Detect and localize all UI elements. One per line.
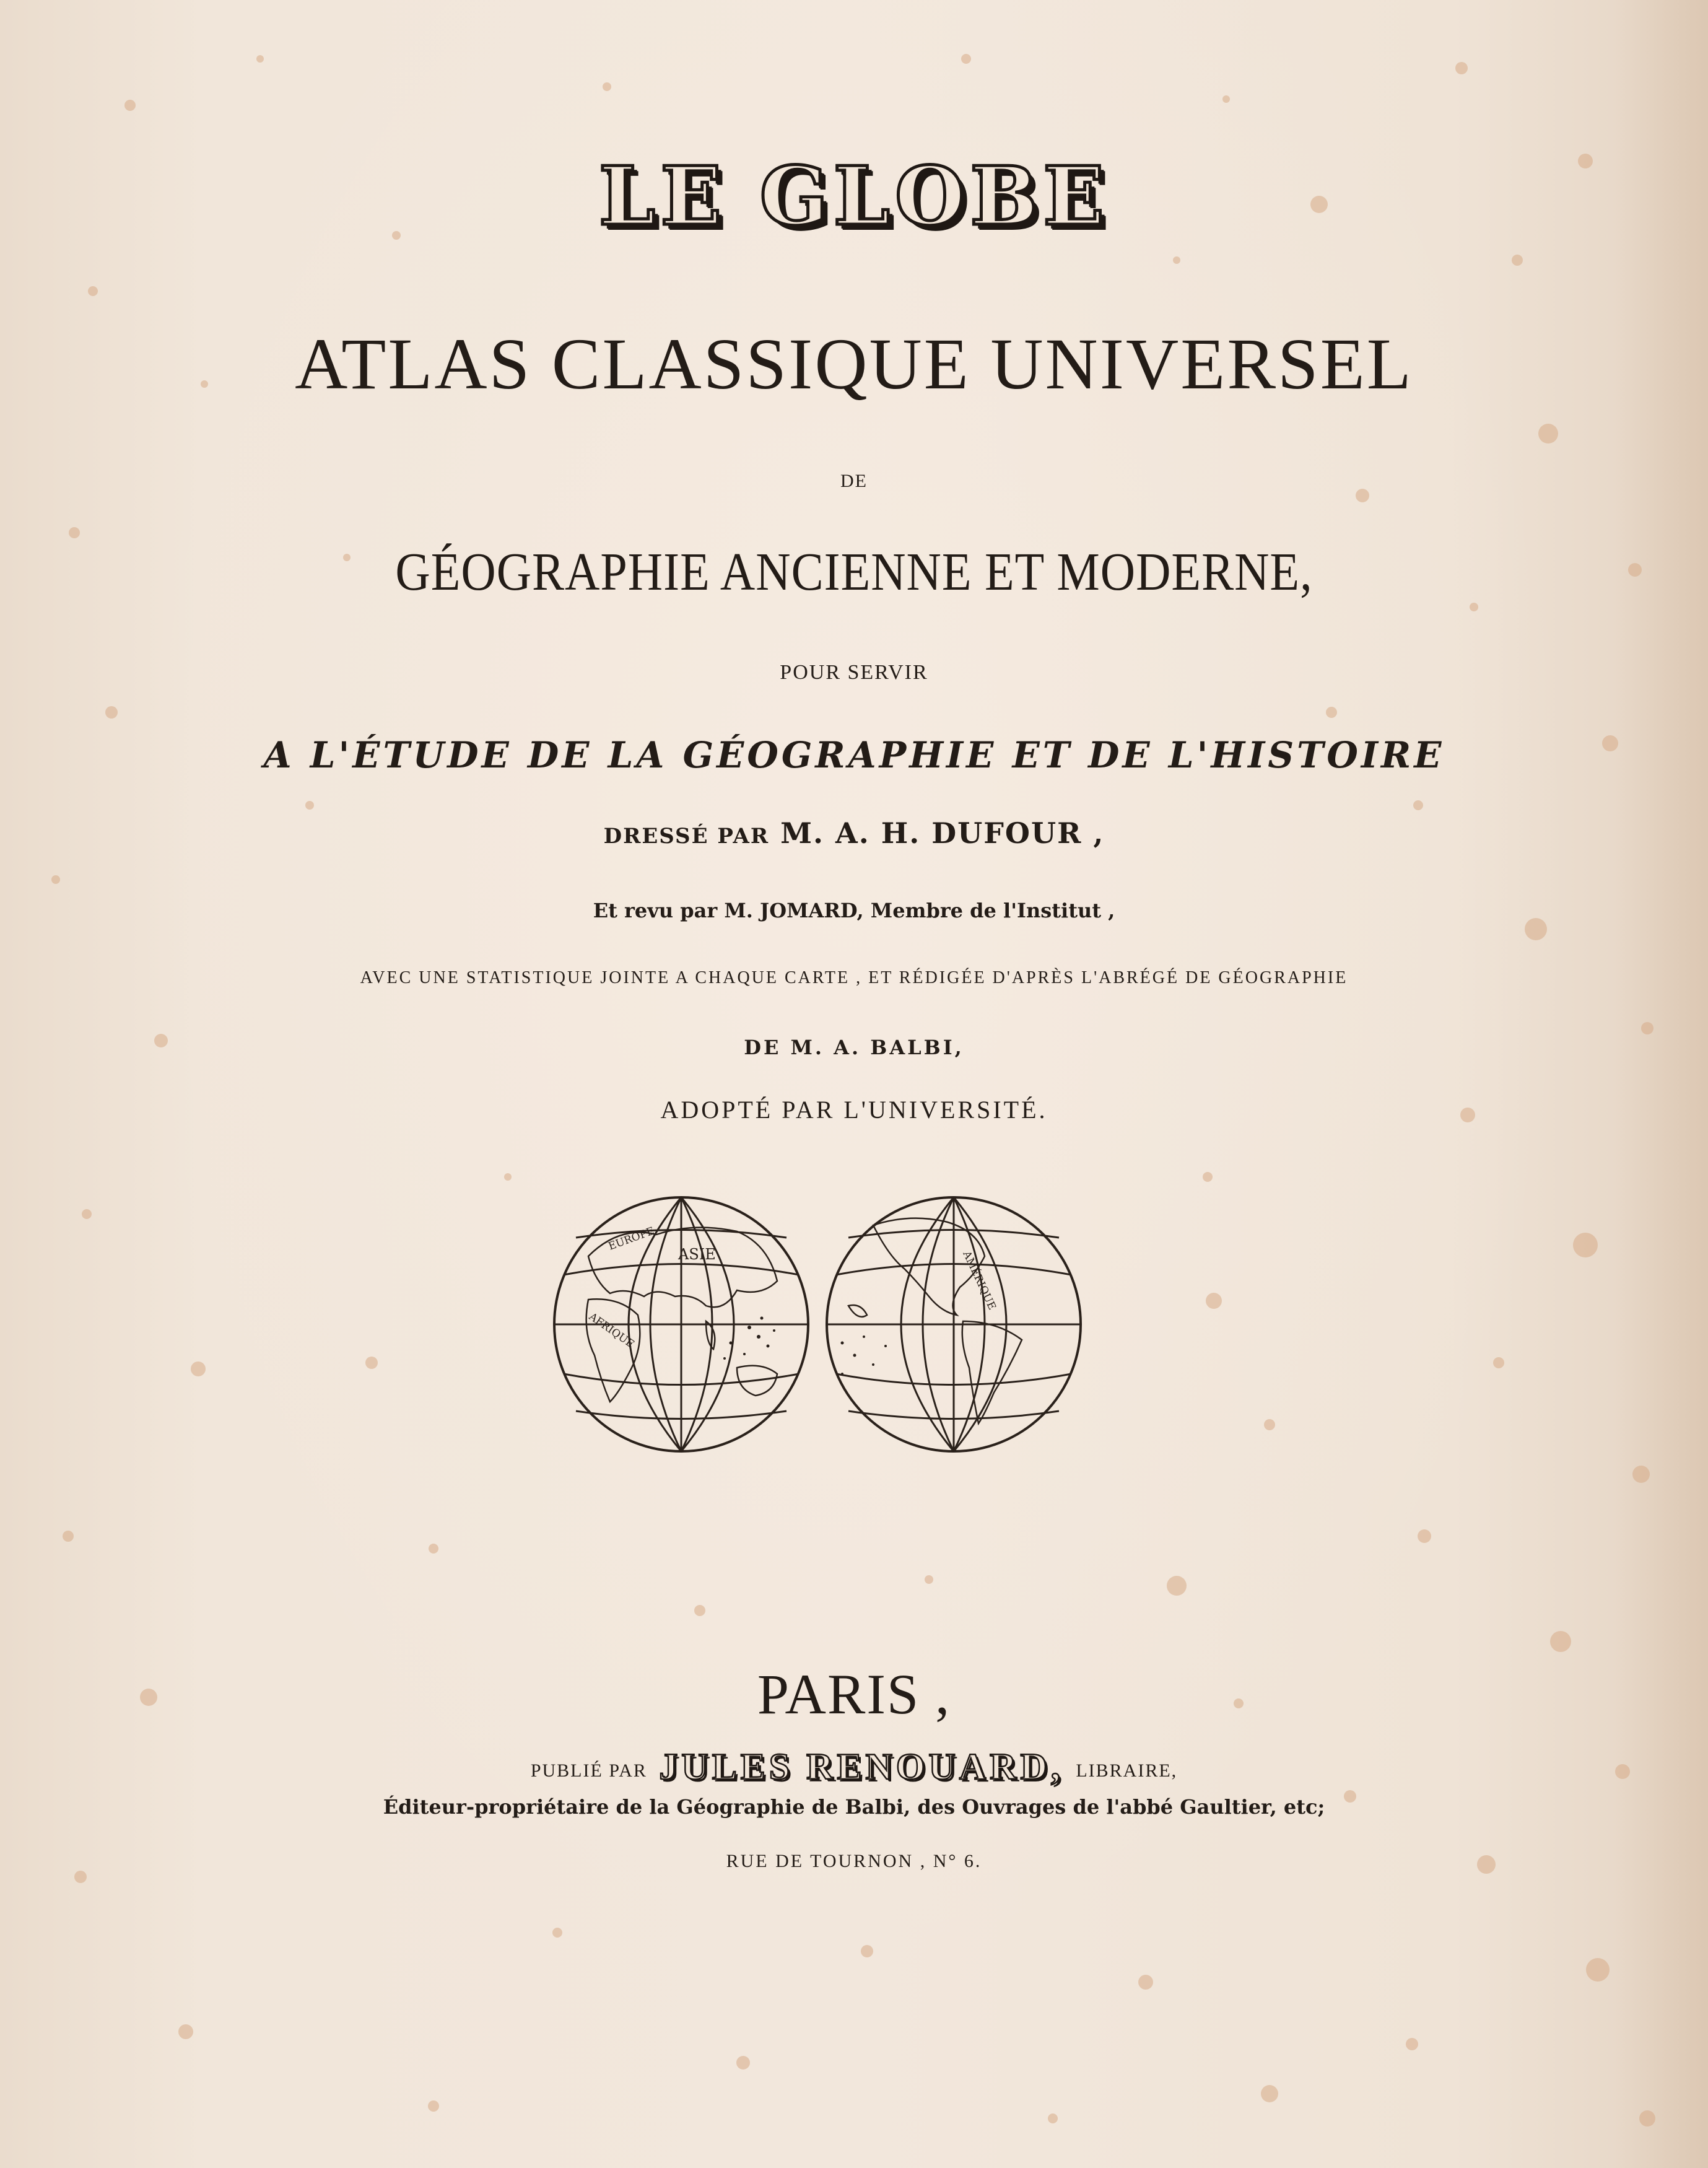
author-prefix: DRESSÉ PAR <box>603 824 770 849</box>
pour-servir-line: POUR SERVIR <box>780 661 928 684</box>
reviser-line: Et revu par M. JOMARD, Membre de l'Institut , <box>593 899 1115 922</box>
statistics-line: AVEC UNE STATISTIQUE JOINTE A CHAQUE CARTE , ET RÉDIGÉE D'APRÈS L'ABRÉGÉ DE GÉOGRAPHIE <box>360 968 1348 987</box>
author-name: M. A. H. DUFOUR , <box>780 816 1105 850</box>
imprint-publisher-name: JULES RENOUARD, <box>659 1746 1064 1787</box>
title-le-globe: LE GLOBE <box>598 149 1110 243</box>
imprint-libraire: LIBRAIRE, <box>1076 1760 1178 1781</box>
imprint-city: PARIS , <box>757 1663 951 1726</box>
globe-label-europe: EUROPE <box>606 1225 656 1253</box>
source-line: DE M. A. BALBI, <box>744 1036 964 1059</box>
topic-line: GÉOGRAPHIE ANCIENNE ET MODERNE, <box>395 541 1313 602</box>
globe-label-asie: ASIE <box>678 1246 716 1263</box>
purpose-line: A L'ÉTUDE DE LA GÉOGRAPHIE ET DE L'HISTOIRE <box>263 734 1445 776</box>
globe-illustration <box>551 1188 1084 1461</box>
subtitle-atlas: ATLAS CLASSIQUE UNIVERSEL <box>295 323 1413 404</box>
imprint-address: RUE DE TOURNON , N° 6. <box>726 1851 982 1871</box>
connector-de: DE <box>840 471 868 491</box>
imprint-publisher-line <box>0 1746 1708 1788</box>
globe-label-amerique: AMÉRIQUE <box>960 1249 998 1312</box>
adopted-line: ADOPTÉ PAR L'UNIVERSITÉ. <box>660 1096 1048 1124</box>
globe-label-afrique: AFRIQUE <box>586 1310 637 1351</box>
imprint-publie-par: PUBLIÉ PAR <box>530 1760 647 1781</box>
imprint-editeur: Éditeur-propriétaire de la Géographie de Balbi, des Ouvrages de l'abbé Gaultier, etc; <box>383 1795 1325 1819</box>
author-line <box>0 816 1708 850</box>
